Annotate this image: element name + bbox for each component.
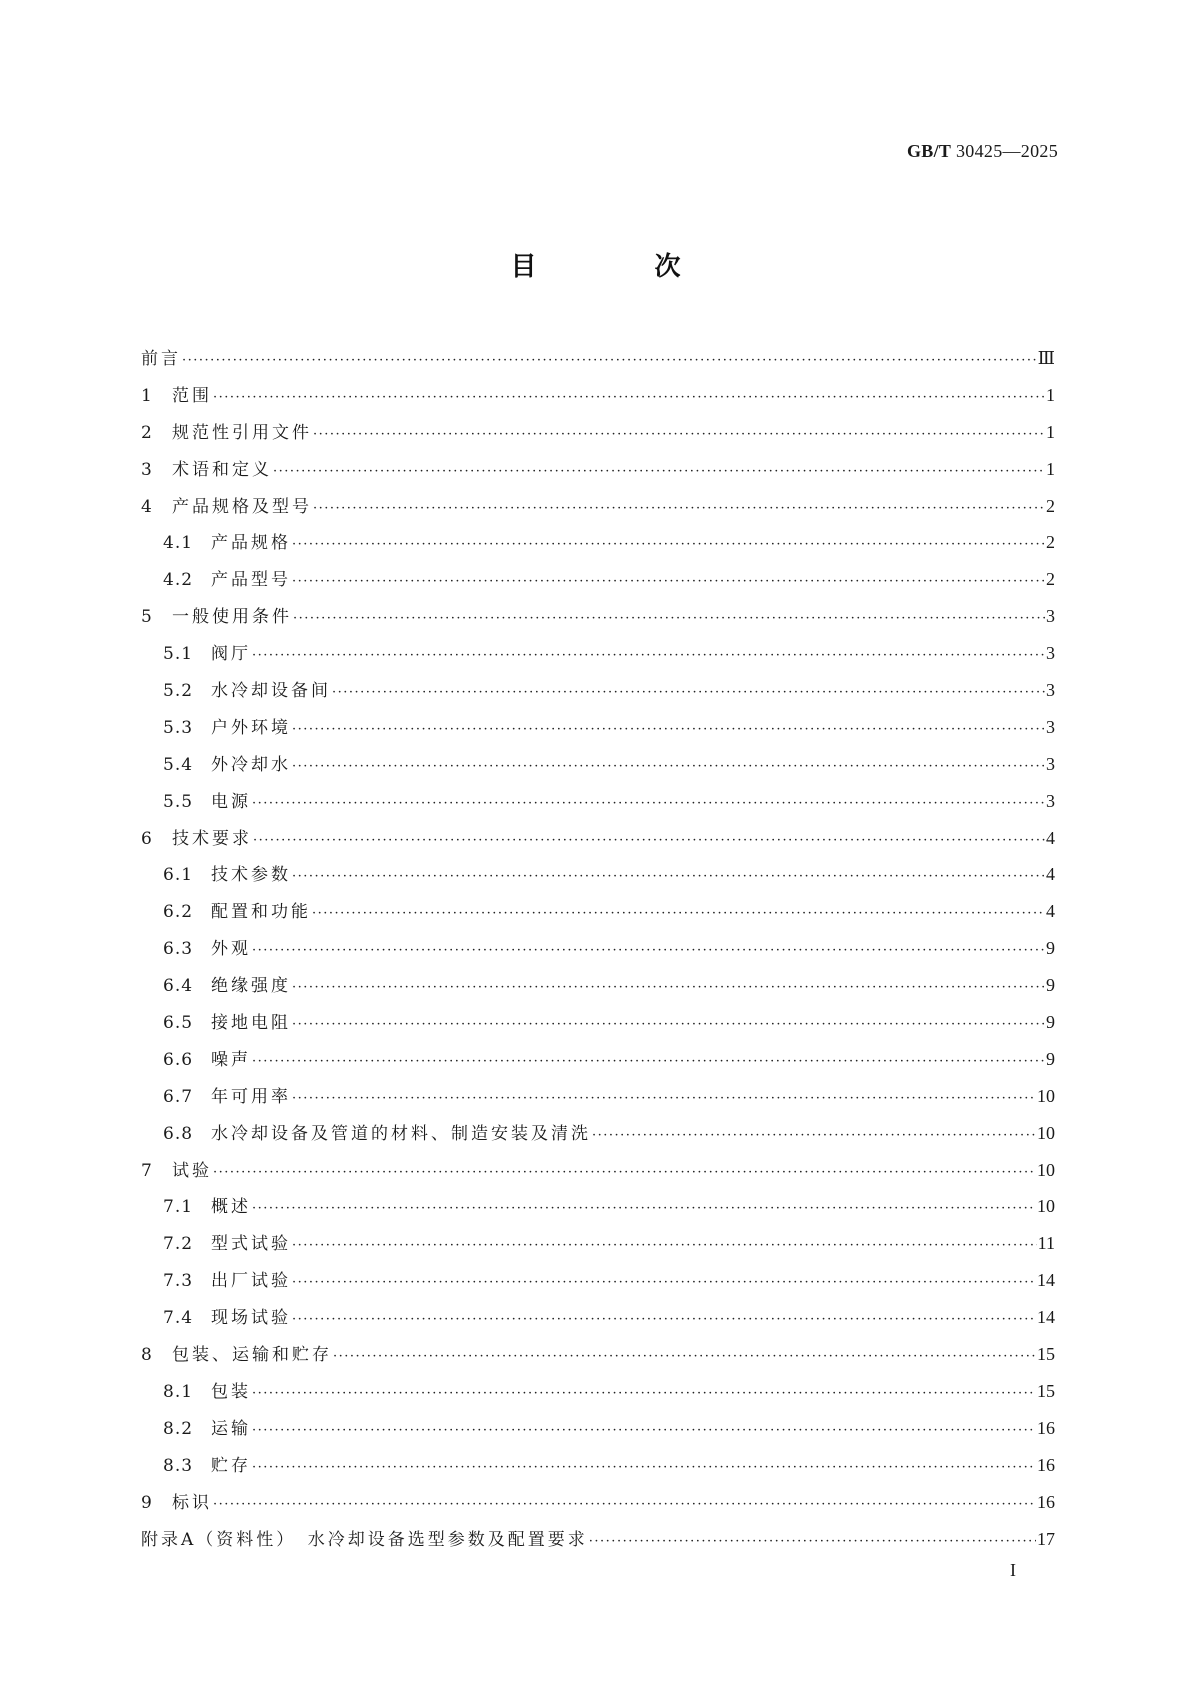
dot-leader [292,527,1045,564]
toc-entry-page: 3 [1046,753,1055,774]
toc-entry-title: 产品型号 [211,570,291,591]
toc-entry-title: 水冷却设备间 [211,681,331,702]
toc-entry-page: 11 [1037,1233,1055,1254]
toc-entry[interactable] [141,709,1055,746]
toc-entry-page: 4 [1046,827,1055,848]
toc-entry-title: 一般使用条件 [172,607,292,628]
dot-leader [252,1044,1045,1081]
toc-entry-title: 范围 [172,385,212,406]
dot-leader [292,749,1045,786]
dot-leader [333,1339,1036,1376]
toc-entry-title: 技术参数 [211,865,291,886]
toc-entry-number: 7.3 [163,1271,194,1292]
toc-entry[interactable] [141,1299,1055,1336]
toc-entry-page: 1 [1046,458,1055,479]
toc-entry-page: 3 [1046,643,1055,664]
toc-entry-number: 5.1 [163,644,194,665]
toc-entry[interactable] [141,377,1055,414]
toc-entry-title: 产品规格 [211,533,291,554]
toc-entry-number: 2 [141,422,153,443]
dot-leader [252,1450,1036,1487]
toc-entry-page: 17 [1037,1528,1055,1549]
toc-entry-page: Ⅲ [1037,348,1055,368]
dot-leader [252,786,1045,823]
toc-entry[interactable] [141,414,1055,451]
toc-entry-number: 7.4 [163,1308,194,1329]
toc-entry-page: 10 [1037,1085,1055,1106]
toc-entry-number: 6.6 [163,1049,194,1070]
table-of-contents [141,340,1055,1557]
dot-leader [182,343,1037,380]
toc-entry-title: 电源 [211,791,251,812]
toc-entry-page: 1 [1046,421,1055,442]
toc-entry-title: 噪声 [211,1049,251,1070]
dot-leader [332,675,1045,712]
toc-entry-title: 包装 [211,1381,251,1402]
toc-entry[interactable] [141,1262,1055,1299]
toc-entry-page: 1 [1046,384,1055,405]
dot-leader [252,1413,1036,1450]
dot-leader [589,1524,1036,1561]
dot-leader [252,638,1045,675]
toc-entry-title: 接地电阻 [211,1013,291,1034]
toc-entry-number: 7.2 [163,1234,194,1255]
toc-entry-title: 包装、运输和贮存 [172,1345,332,1366]
toc-entry[interactable] [141,1188,1055,1225]
toc-entry-title: 标识 [172,1492,212,1513]
toc-entry-number: 4.1 [163,533,194,554]
toc-entry-title: 产品规格及型号 [172,496,312,517]
toc-entry[interactable] [141,1078,1055,1115]
dot-leader [252,933,1045,970]
toc-entry-page: 10 [1037,1159,1055,1180]
toc-entry-title: 规范性引用文件 [172,422,312,443]
dot-leader [292,712,1045,749]
page-title: 目 次 [510,252,727,282]
toc-entry-number: 6.5 [163,1013,194,1034]
toc-entry-page: 2 [1046,532,1055,553]
dot-leader [292,1302,1036,1339]
toc-entry[interactable] [141,1521,1055,1558]
toc-entry-number: 7 [141,1160,153,1181]
toc-entry[interactable] [141,856,1055,893]
dot-leader [592,1118,1036,1155]
toc-entry-page: 10 [1037,1122,1055,1143]
toc-entry-number: 5.3 [163,717,194,738]
dot-leader [313,417,1045,454]
toc-entry[interactable] [141,1447,1055,1484]
toc-entry-number: 6.1 [163,865,194,886]
toc-entry-number: 8.3 [163,1455,194,1476]
dot-leader [292,970,1045,1007]
toc-entry-title: 配置和功能 [211,902,311,923]
toc-entry-number: 8.2 [163,1418,194,1439]
toc-entry-title: 绝缘强度 [211,976,291,997]
toc-entry-page: 3 [1046,606,1055,627]
toc-entry[interactable] [141,746,1055,783]
dot-leader [292,1081,1036,1118]
toc-entry-title: 出厂试验 [211,1271,291,1292]
toc-entry[interactable] [141,783,1055,820]
toc-entry-title: 附录A（资料性） 水冷却设备选型参数及配置要求 [141,1529,588,1550]
toc-entry-page: 9 [1046,975,1055,996]
toc-entry-number: 3 [141,459,153,480]
toc-entry[interactable] [141,488,1055,525]
toc-entry-title: 年可用率 [211,1086,291,1107]
toc-entry-number: 4 [141,496,153,517]
toc-entry-page: 3 [1046,790,1055,811]
toc-entry[interactable] [141,524,1055,561]
dot-leader [213,380,1045,417]
toc-entry-number: 5.5 [163,791,194,812]
toc-entry-number: 8 [141,1345,153,1366]
dot-leader [313,491,1045,528]
toc-entry-number: 8.1 [163,1381,194,1402]
page-number: I [1010,1560,1016,1580]
standard-code [907,141,1058,162]
toc-entry-number: 9 [141,1492,153,1513]
dot-leader [213,1155,1036,1192]
toc-entry-title: 概述 [211,1197,251,1218]
toc-entry-title: 前言 [141,349,181,369]
toc-entry-title: 技术要求 [172,828,252,849]
dot-leader [292,1228,1037,1265]
toc-entry[interactable] [141,1225,1055,1262]
toc-entry-title: 户外环境 [211,717,291,738]
toc-entry-page: 14 [1037,1270,1055,1291]
toc-entry[interactable] [141,1410,1055,1447]
toc-entry-title: 水冷却设备及管道的材料、制造安装及清洗 [211,1123,591,1144]
toc-entry[interactable] [141,561,1055,598]
toc-entry-number: 6.4 [163,976,194,997]
toc-entry-page: 2 [1046,495,1055,516]
toc-entry-page: 16 [1037,1454,1055,1475]
toc-entry-title: 试验 [172,1160,212,1181]
dot-leader [292,564,1045,601]
toc-entry-title: 阀厅 [211,644,251,665]
toc-entry-title: 术语和定义 [172,459,272,480]
toc-entry-page: 16 [1037,1417,1055,1438]
toc-entry[interactable] [141,635,1055,672]
toc-entry-number: 7.1 [163,1197,194,1218]
toc-entry-page: 10 [1037,1196,1055,1217]
standard-number: 30425—2025 [956,141,1058,161]
toc-entry-title: 型式试验 [211,1234,291,1255]
toc-entry-page: 15 [1037,1344,1055,1365]
standard-prefix: GB/T [906,141,952,161]
toc-entry[interactable] [141,1041,1055,1078]
toc-entry-page: 4 [1046,901,1055,922]
toc-entry-title: 贮存 [211,1455,251,1476]
toc-entry-number: 4.2 [163,570,194,591]
toc-entry[interactable] [141,1373,1055,1410]
dot-leader [293,601,1045,638]
toc-entry-title: 现场试验 [211,1308,291,1329]
toc-entry-number: 5.4 [163,754,194,775]
toc-entry-number: 6.7 [163,1086,194,1107]
toc-entry-title: 外冷却水 [211,754,291,775]
toc-entry-page: 15 [1037,1380,1055,1401]
toc-entry-title: 运输 [211,1418,251,1439]
toc-entry[interactable] [141,930,1055,967]
toc-entry-page: 3 [1046,680,1055,701]
toc-entry[interactable] [141,340,1055,377]
toc-entry-number: 5 [141,607,153,628]
toc-entry[interactable] [141,1115,1055,1152]
toc-entry-page: 16 [1037,1491,1055,1512]
dot-leader [292,1007,1045,1044]
toc-entry[interactable] [141,820,1055,857]
toc-entry[interactable] [141,893,1055,930]
toc-entry[interactable] [141,672,1055,709]
toc-entry-page: 4 [1046,864,1055,885]
dot-leader [252,1191,1036,1228]
dot-leader [292,1265,1036,1302]
toc-entry[interactable] [141,1004,1055,1041]
toc-entry-number: 6 [141,828,153,849]
toc-entry-number: 6.3 [163,939,194,960]
toc-entry[interactable] [141,1336,1055,1373]
dot-leader [213,1487,1036,1524]
toc-entry-page: 3 [1046,716,1055,737]
toc-entry[interactable] [141,598,1055,635]
toc-entry[interactable] [141,1152,1055,1189]
toc-entry-number: 6.8 [163,1123,194,1144]
dot-leader [292,859,1045,896]
toc-entry-page: 9 [1046,1012,1055,1033]
toc-entry-page: 9 [1046,1048,1055,1069]
dot-leader [312,896,1045,933]
toc-entry[interactable] [141,967,1055,1004]
toc-entry-number: 1 [141,385,153,406]
dot-leader [273,454,1045,491]
toc-entry-number: 5.2 [163,681,194,702]
toc-entry-page: 2 [1046,569,1055,590]
dot-leader [252,1376,1036,1413]
toc-entry-number: 6.2 [163,902,194,923]
toc-entry[interactable] [141,451,1055,488]
toc-entry-title: 外观 [211,939,251,960]
toc-entry-page: 14 [1037,1307,1055,1328]
toc-entry-page: 9 [1046,938,1055,959]
dot-leader [253,823,1045,860]
toc-entry[interactable] [141,1484,1055,1521]
